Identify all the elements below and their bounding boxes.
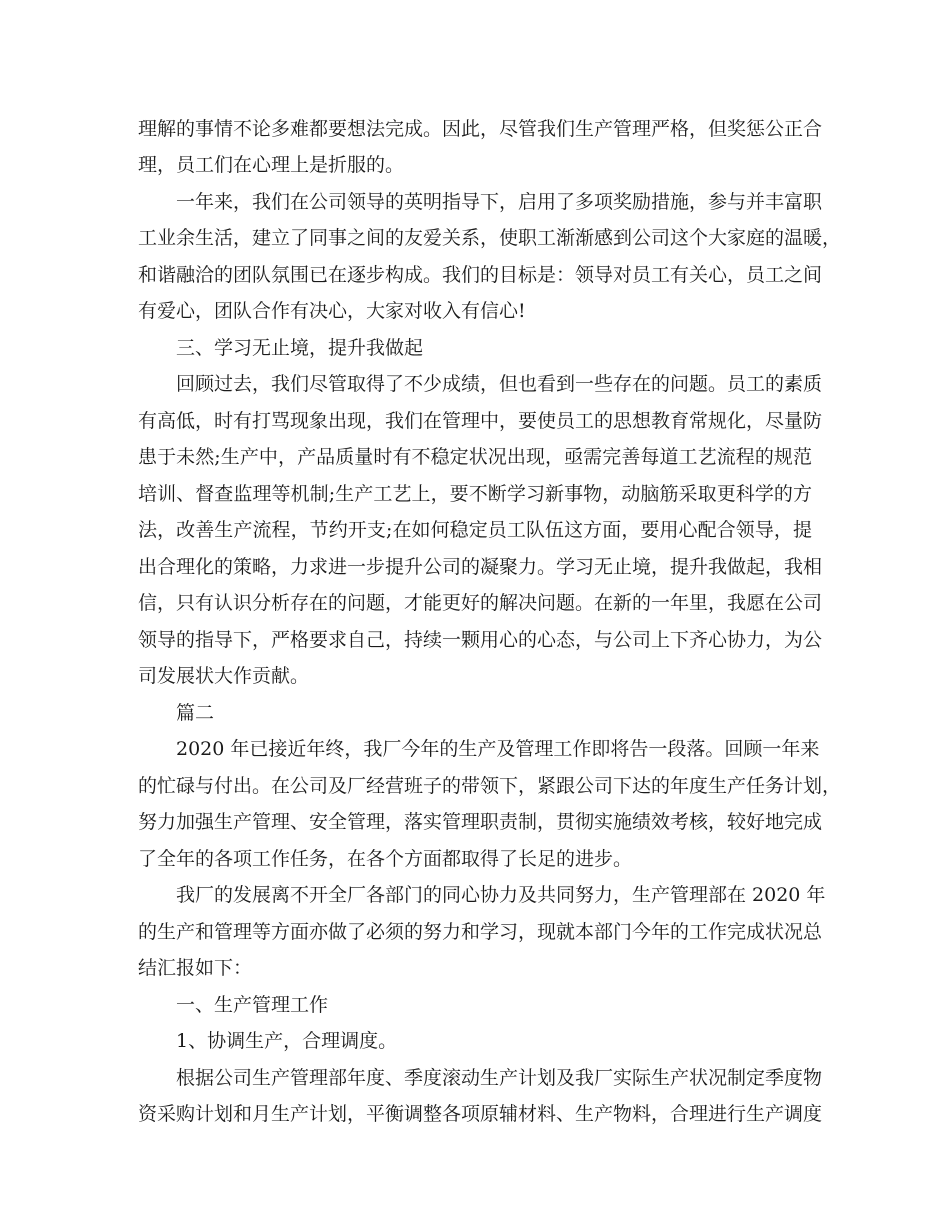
paragraph-line: 工业余生活，建立了同事之间的友爱关系，使职工渐渐感到公司这个大家庭的温暖， [138,227,842,249]
subsection-heading: 1、协调生产，合理调度。 [176,1030,398,1052]
paragraph-line: 回顾过去，我们尽管取得了不少成绩，但也看到一些存在的问题。员工的素质 [176,373,823,395]
paragraph-line: 努力加强生产管理、安全管理，落实管理职责制，贯彻实施绩效考核，较好地完成 [138,811,823,833]
paragraph-line: 培训、督查监理等机制;生产工艺上，要不断学习新事物，动脑筋采取更科学的方 [138,483,812,505]
paragraph-line: 资采购计划和月生产计划，平衡调整各项原辅材料、生产物料，合理进行生产调度 [138,1103,823,1125]
paragraph-line: 根据公司生产管理部年度、季度滚动生产计划及我厂实际生产状况制定季度物 [176,1067,823,1089]
paragraph-line: 法，改善生产流程，节约开支;在如何稳定员工队伍这方面，要用心配合领导，提 [138,519,812,541]
paragraph-line: 患于未然;生产中，产品质量时有不稳定状况出现，亟需完善每道工艺流程的规范 [138,446,812,468]
paragraph-line: 和谐融洽的团队氛围已在逐步构成。我们的目标是：领导对员工有关心，员工之间 [138,264,823,286]
paragraph-line: 2020 年已接近年终，我厂今年的生产及管理工作即将告一段落。回顾一年来 [176,738,820,760]
paragraph-line: 信，只有认识分析存在的问题，才能更好的解决问题。在新的一年里，我愿在公司 [138,592,823,614]
paragraph-line: 出合理化的策略，力求进一步提升公司的凝聚力。学习无止境，提升我做起，我相 [138,556,823,578]
paragraph-line: 理，员工们在心理上是折服的。 [138,154,405,176]
paragraph-line: 的忙碌与付出。在公司及厂经营班子的带领下，紧跟公司下达的年度生产任务计划， [138,775,842,797]
section-heading: 三、学习无止境，提升我做起 [176,337,424,359]
paragraph-line: 的生产和管理等方面亦做了必须的努力和学习，现就本部门今年的工作完成状况总 [138,921,823,943]
paragraph-line: 理解的事情不论多难都要想法完成。因此，尽管我们生产管理严格，但奖惩公正合 [138,118,823,140]
paragraph-line: 有爱心，团队合作有决心，大家对收入有信心! [138,300,526,322]
section-heading: 篇二 [176,702,215,724]
paragraph-line: 一年来，我们在公司领导的英明指导下，启用了多项奖励措施，参与并丰富职 [176,191,823,213]
paragraph-line: 结汇报如下： [138,957,253,979]
paragraph-line: 有高低，时有打骂现象出现，我们在管理中，要使员工的思想教育常规化，尽量防 [138,410,823,432]
paragraph-line: 领导的指导下，严格要求自己，持续一颗用心的心态，与公司上下齐心协力，为公 [138,629,823,651]
paragraph-line: 了全年的各项工作任务，在各个方面都取得了长足的进步。 [138,848,633,870]
paragraph-line: 司发展状大作贡献。 [138,665,310,687]
paragraph-line: 我厂的发展离不开全厂各部门的同心协力及共同努力，生产管理部在 2020 年 [176,884,826,906]
section-heading: 一、生产管理工作 [176,994,329,1016]
